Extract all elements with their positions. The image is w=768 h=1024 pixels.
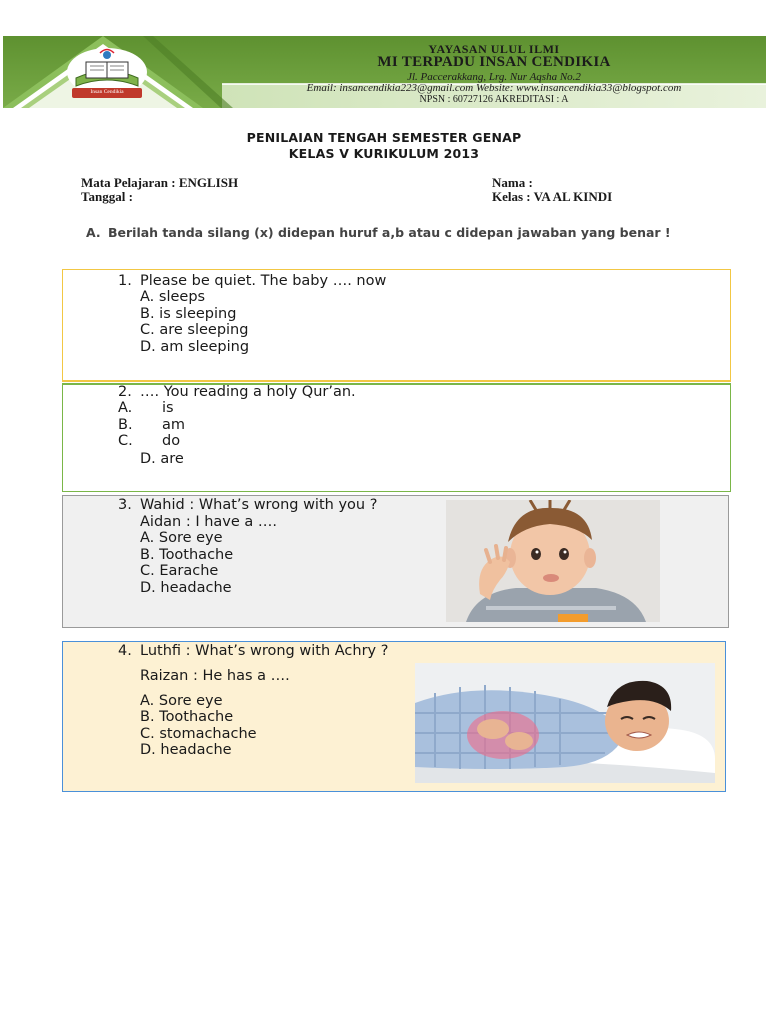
option-text: Toothache (159, 709, 234, 725)
question-2-number: 2. (118, 384, 132, 400)
exam-subtitle: KELAS V KURIKULUM 2013 (288, 146, 480, 161)
option-text: is sleeping (159, 306, 237, 322)
option-letter: B. (118, 417, 133, 433)
option-letter: A. (118, 400, 133, 416)
question-3-text: Wahid : What’s wrong with you ? (140, 497, 378, 513)
question-1-number: 1. (118, 273, 132, 289)
option-text: are (160, 451, 184, 467)
option-text: Sore eye (158, 530, 223, 546)
option-letter: B. (140, 306, 155, 322)
name-field: Nama : (492, 175, 533, 190)
question-4-line2: Raizan : He has a …. (140, 668, 290, 684)
question-4-number: 4. (118, 643, 132, 659)
exam-title: PENILAIAN TENGAH SEMESTER GENAP (246, 130, 522, 145)
option-letter: C. (140, 726, 155, 742)
q4-option-b[interactable] (140, 709, 233, 725)
q2-option-c[interactable] (118, 433, 181, 449)
option-letter: B. (140, 709, 155, 725)
q2-option-b[interactable] (118, 417, 186, 433)
q1-option-c[interactable] (140, 322, 248, 338)
question-4-text: Luthfi : What’s wrong with Achry ? (140, 643, 389, 659)
question-1-text: Please be quiet. The baby …. now (140, 273, 387, 289)
option-text: Earache (159, 563, 219, 579)
q3-option-c[interactable] (140, 563, 218, 579)
option-letter: A. (140, 693, 155, 709)
school-contact: Email: insancendikia223@gmail.com Website: www.insancendikia33@blogspot.com (306, 82, 682, 94)
subject-field: Mata Pelajaran : ENGLISH (81, 175, 239, 190)
option-letter: A. (140, 289, 155, 305)
option-text: do (162, 433, 181, 449)
option-text: are sleeping (159, 322, 249, 338)
school-address: Jl. Paccerakkang, Lrg. Nur Aqsha No.2 (407, 71, 581, 83)
q2-option-d[interactable] (140, 451, 184, 467)
foundation-name: YAYASAN ULUL ILMI (428, 42, 560, 56)
logo-ribbon-text: Insan Cendikia (90, 89, 124, 95)
class-field: Kelas : VA AL KINDI (492, 189, 613, 204)
q3-option-a[interactable] (140, 530, 223, 546)
date-field: Tanggal : (81, 189, 133, 204)
option-text: Sore eye (158, 693, 223, 709)
q3-option-b[interactable] (140, 547, 233, 563)
option-text: am sleeping (160, 339, 250, 355)
question-3-number: 3. (118, 497, 132, 513)
q2-option-a[interactable] (118, 400, 174, 416)
option-letter: C. (118, 433, 133, 449)
option-letter: D. (140, 580, 156, 596)
q3-option-d[interactable] (140, 580, 232, 596)
q1-option-a[interactable] (140, 289, 205, 305)
stomachache-boy-photo (415, 663, 715, 783)
school-npsn: NPSN : 60727126 AKREDITASI : A (419, 94, 569, 105)
question-2-text: …. You reading a holy Qur’an. (140, 384, 356, 400)
option-letter: C. (140, 563, 155, 579)
instruction-text: Berilah tanda silang (x) didepan huruf a,b atau c didepan jawaban yang benar ! (108, 225, 671, 240)
option-letter: B. (140, 547, 155, 563)
option-text: is (162, 400, 174, 416)
school-name: MI TERPADU INSAN CENDIKIA (377, 54, 611, 70)
option-text: sleeps (158, 289, 206, 305)
option-letter: A. (140, 530, 155, 546)
q4-option-c[interactable] (140, 726, 257, 742)
instruction (86, 225, 686, 240)
option-text: am (162, 417, 186, 433)
option-text: headache (160, 580, 232, 596)
question-3-line2: Aidan : I have a …. (140, 514, 278, 530)
q4-option-a[interactable] (140, 693, 223, 709)
q4-option-d[interactable] (140, 742, 232, 758)
option-letter: C. (140, 322, 155, 338)
option-letter: D. (140, 339, 156, 355)
option-text: headache (160, 742, 232, 758)
option-letter: D. (140, 451, 156, 467)
earache-baby-photo (446, 500, 660, 622)
instruction-letter: A. (86, 225, 101, 240)
option-letter: D. (140, 742, 156, 758)
option-text: stomachache (159, 726, 257, 742)
q1-option-b[interactable] (140, 306, 236, 322)
q1-option-d[interactable] (140, 339, 249, 355)
option-text: Toothache (159, 547, 234, 563)
